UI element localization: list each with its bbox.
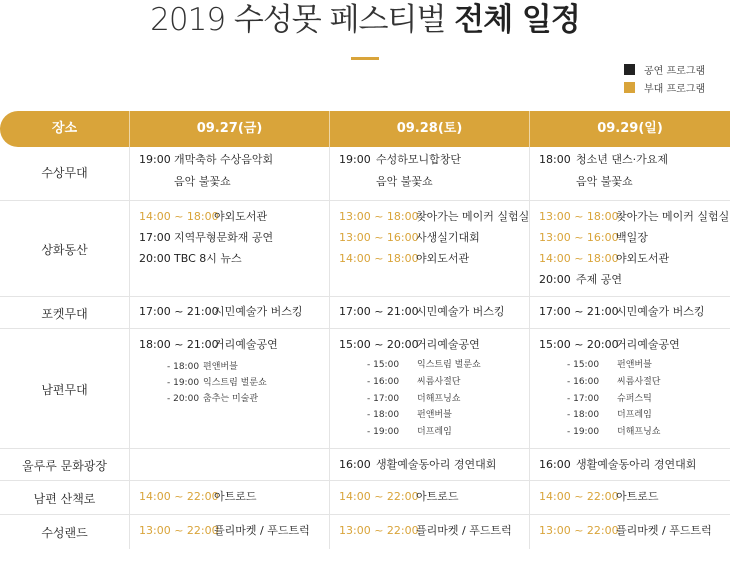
event-name: 시민예술가 버스킹 — [214, 305, 303, 318]
sub-event-time: - 20:00 — [167, 394, 200, 404]
legend-label: 공연 프로그램 — [644, 66, 706, 77]
column-divider — [529, 147, 530, 549]
event-time: 19:00 — [139, 153, 171, 166]
event-time: 14:00 ~ 22:00 — [539, 490, 619, 503]
place-label: 울루루 문화광장 — [22, 459, 107, 473]
event-name: 아트로드 — [214, 490, 257, 503]
event-name: 음악 불꽃쇼 — [174, 175, 231, 188]
event-time: 17:00 ~ 21:00 — [339, 305, 419, 318]
sub-event-time: - 19:00 — [567, 427, 600, 437]
schedule-header — [0, 111, 730, 147]
event-time: 20:00 — [539, 273, 571, 286]
event-name: 시민예술가 버스킹 — [416, 305, 505, 318]
event-name: 지역무형문화재 공연 — [174, 231, 274, 244]
event-time: 13:00 ~ 22:00 — [539, 524, 619, 537]
sub-event-name: 씨름사절단 — [617, 377, 661, 387]
event-name: 생활예술동아리 경연대회 — [376, 458, 497, 471]
event-time: 13:00 ~ 22:00 — [139, 524, 219, 537]
event-name: 야외도서관 — [616, 252, 670, 265]
event-time: 13:00 ~ 16:00 — [539, 231, 619, 244]
sub-event-name: 더프레임 — [417, 427, 452, 437]
event-time: 13:00 ~ 18:00 — [339, 210, 419, 223]
sub-event-time: - 17:00 — [567, 394, 600, 404]
event-name: 찾아가는 메이커 실험실 — [616, 210, 730, 223]
sub-event-time: - 17:00 — [367, 394, 400, 404]
event-time: 15:00 ~ 20:00 — [539, 338, 619, 351]
sub-event-name: 익스트림 벌룬쇼 — [417, 360, 481, 370]
event-time: 15:00 ~ 20:00 — [339, 338, 419, 351]
place-label: 상화동산 — [41, 243, 88, 257]
legend-swatch-dark — [624, 64, 635, 75]
page-title — [0, 0, 730, 40]
event-time: 17:00 — [139, 231, 171, 244]
place-label: 포켓무대 — [41, 307, 88, 321]
header-day-0928: 09.28(토) — [396, 121, 463, 136]
event-time: 18:00 ~ 21:00 — [139, 338, 219, 351]
event-name: 생활예술동아리 경연대회 — [576, 458, 697, 471]
sub-event-time: - 16:00 — [567, 377, 600, 387]
sub-event-name: 익스트림 벌룬쇼 — [203, 378, 267, 388]
event-name: 플리마켓 / 푸드트럭 — [416, 524, 512, 537]
event-name: 야외도서관 — [214, 210, 268, 223]
event-name: 거리예술공연 — [616, 338, 680, 351]
sub-event-name: 슈퍼스틱 — [617, 394, 652, 404]
place-label: 수상무대 — [41, 166, 88, 180]
header-day-0929: 09.29(일) — [597, 121, 663, 136]
legend-label: 부대 프로그램 — [644, 84, 706, 95]
event-time: 13:00 ~ 18:00 — [539, 210, 619, 223]
place-label: 수성랜드 — [41, 526, 88, 540]
event-time: 14:00 ~ 22:00 — [139, 490, 219, 503]
sub-event-name: 춤추는 미술관 — [203, 394, 259, 404]
event-time: 16:00 — [539, 458, 571, 471]
place-label: 남편 산책로 — [33, 492, 96, 506]
event-time: 14:00 ~ 18:00 — [339, 252, 419, 265]
event-time: 13:00 ~ 22:00 — [339, 524, 419, 537]
event-time: 13:00 ~ 16:00 — [339, 231, 419, 244]
event-name: 음악 불꽃쇼 — [376, 175, 433, 188]
event-name: 플리마켓 / 푸드트럭 — [214, 524, 310, 537]
event-time: 18:00 — [539, 153, 571, 166]
event-name: 찾아가는 메이커 실험실 — [416, 210, 530, 223]
sub-event-time: - 15:00 — [367, 360, 400, 370]
event-time: 20:00 — [139, 252, 171, 265]
event-name: 거리예술공연 — [416, 338, 480, 351]
event-time: 14:00 ~ 22:00 — [339, 490, 419, 503]
event-time: 17:00 ~ 21:00 — [139, 305, 219, 318]
event-time: 17:00 ~ 21:00 — [539, 305, 619, 318]
column-divider — [329, 147, 330, 549]
sub-event-name: 펀앤버블 — [617, 360, 652, 370]
event-name: 청소년 댄스·가요제 — [576, 153, 669, 166]
event-name: 수성하모니합창단 — [376, 153, 462, 166]
sub-event-name: 더프레임 — [617, 410, 652, 420]
header-place: 장소 — [51, 121, 78, 136]
header-day-0927: 09.27(금) — [196, 121, 263, 136]
sub-event-name: 편앤버블 — [203, 362, 238, 372]
event-name: 음악 불꽃쇼 — [576, 175, 633, 188]
sub-event-time: - 18:00 — [367, 410, 400, 420]
sub-event-name: 더해프닝쇼 — [417, 394, 461, 404]
sub-event-time: - 19:00 — [167, 378, 200, 388]
legend-swatch-gold — [624, 82, 635, 93]
event-name: 플리마켓 / 푸드트럭 — [616, 524, 712, 537]
column-divider — [129, 147, 130, 549]
sub-event-time: - 16:00 — [367, 377, 400, 387]
event-name: 아트로드 — [616, 490, 659, 503]
sub-event-name: 펀앤버블 — [417, 410, 452, 420]
sub-event-time: - 15:00 — [567, 360, 600, 370]
title-normal: 2019 수성못 페스티벌 — [150, 2, 455, 38]
event-time: 14:00 ~ 18:00 — [539, 252, 619, 265]
legend-performance — [624, 64, 730, 78]
sub-event-name: 더해프닝쇼 — [617, 427, 661, 437]
event-name: 아트로드 — [416, 490, 459, 503]
sub-event-name: 씨름사절단 — [417, 377, 461, 387]
legend-side-program — [624, 82, 730, 96]
event-name: 개막축하 수상음악회 — [174, 153, 274, 166]
event-time: 14:00 ~ 18:00 — [139, 210, 219, 223]
event-name: 거리예술공연 — [214, 338, 278, 351]
sub-event-time: - 18:00 — [167, 362, 200, 372]
event-name: TBC 8시 뉴스 — [174, 252, 242, 265]
event-time: 19:00 — [339, 153, 371, 166]
title-underline — [351, 57, 379, 60]
sub-event-time: - 18:00 — [567, 410, 600, 420]
event-time: 16:00 — [339, 458, 371, 471]
place-label: 남편무대 — [41, 383, 88, 397]
event-name: 주제 공연 — [576, 273, 623, 286]
event-name: 사생실기대회 — [416, 231, 480, 244]
event-name: 야외도서관 — [416, 252, 470, 265]
event-name: 시민예술가 버스킹 — [616, 305, 705, 318]
title-bold: 전체 일정 — [454, 2, 580, 38]
event-name: 백일장 — [616, 231, 648, 244]
sub-event-time: - 19:00 — [367, 427, 400, 437]
